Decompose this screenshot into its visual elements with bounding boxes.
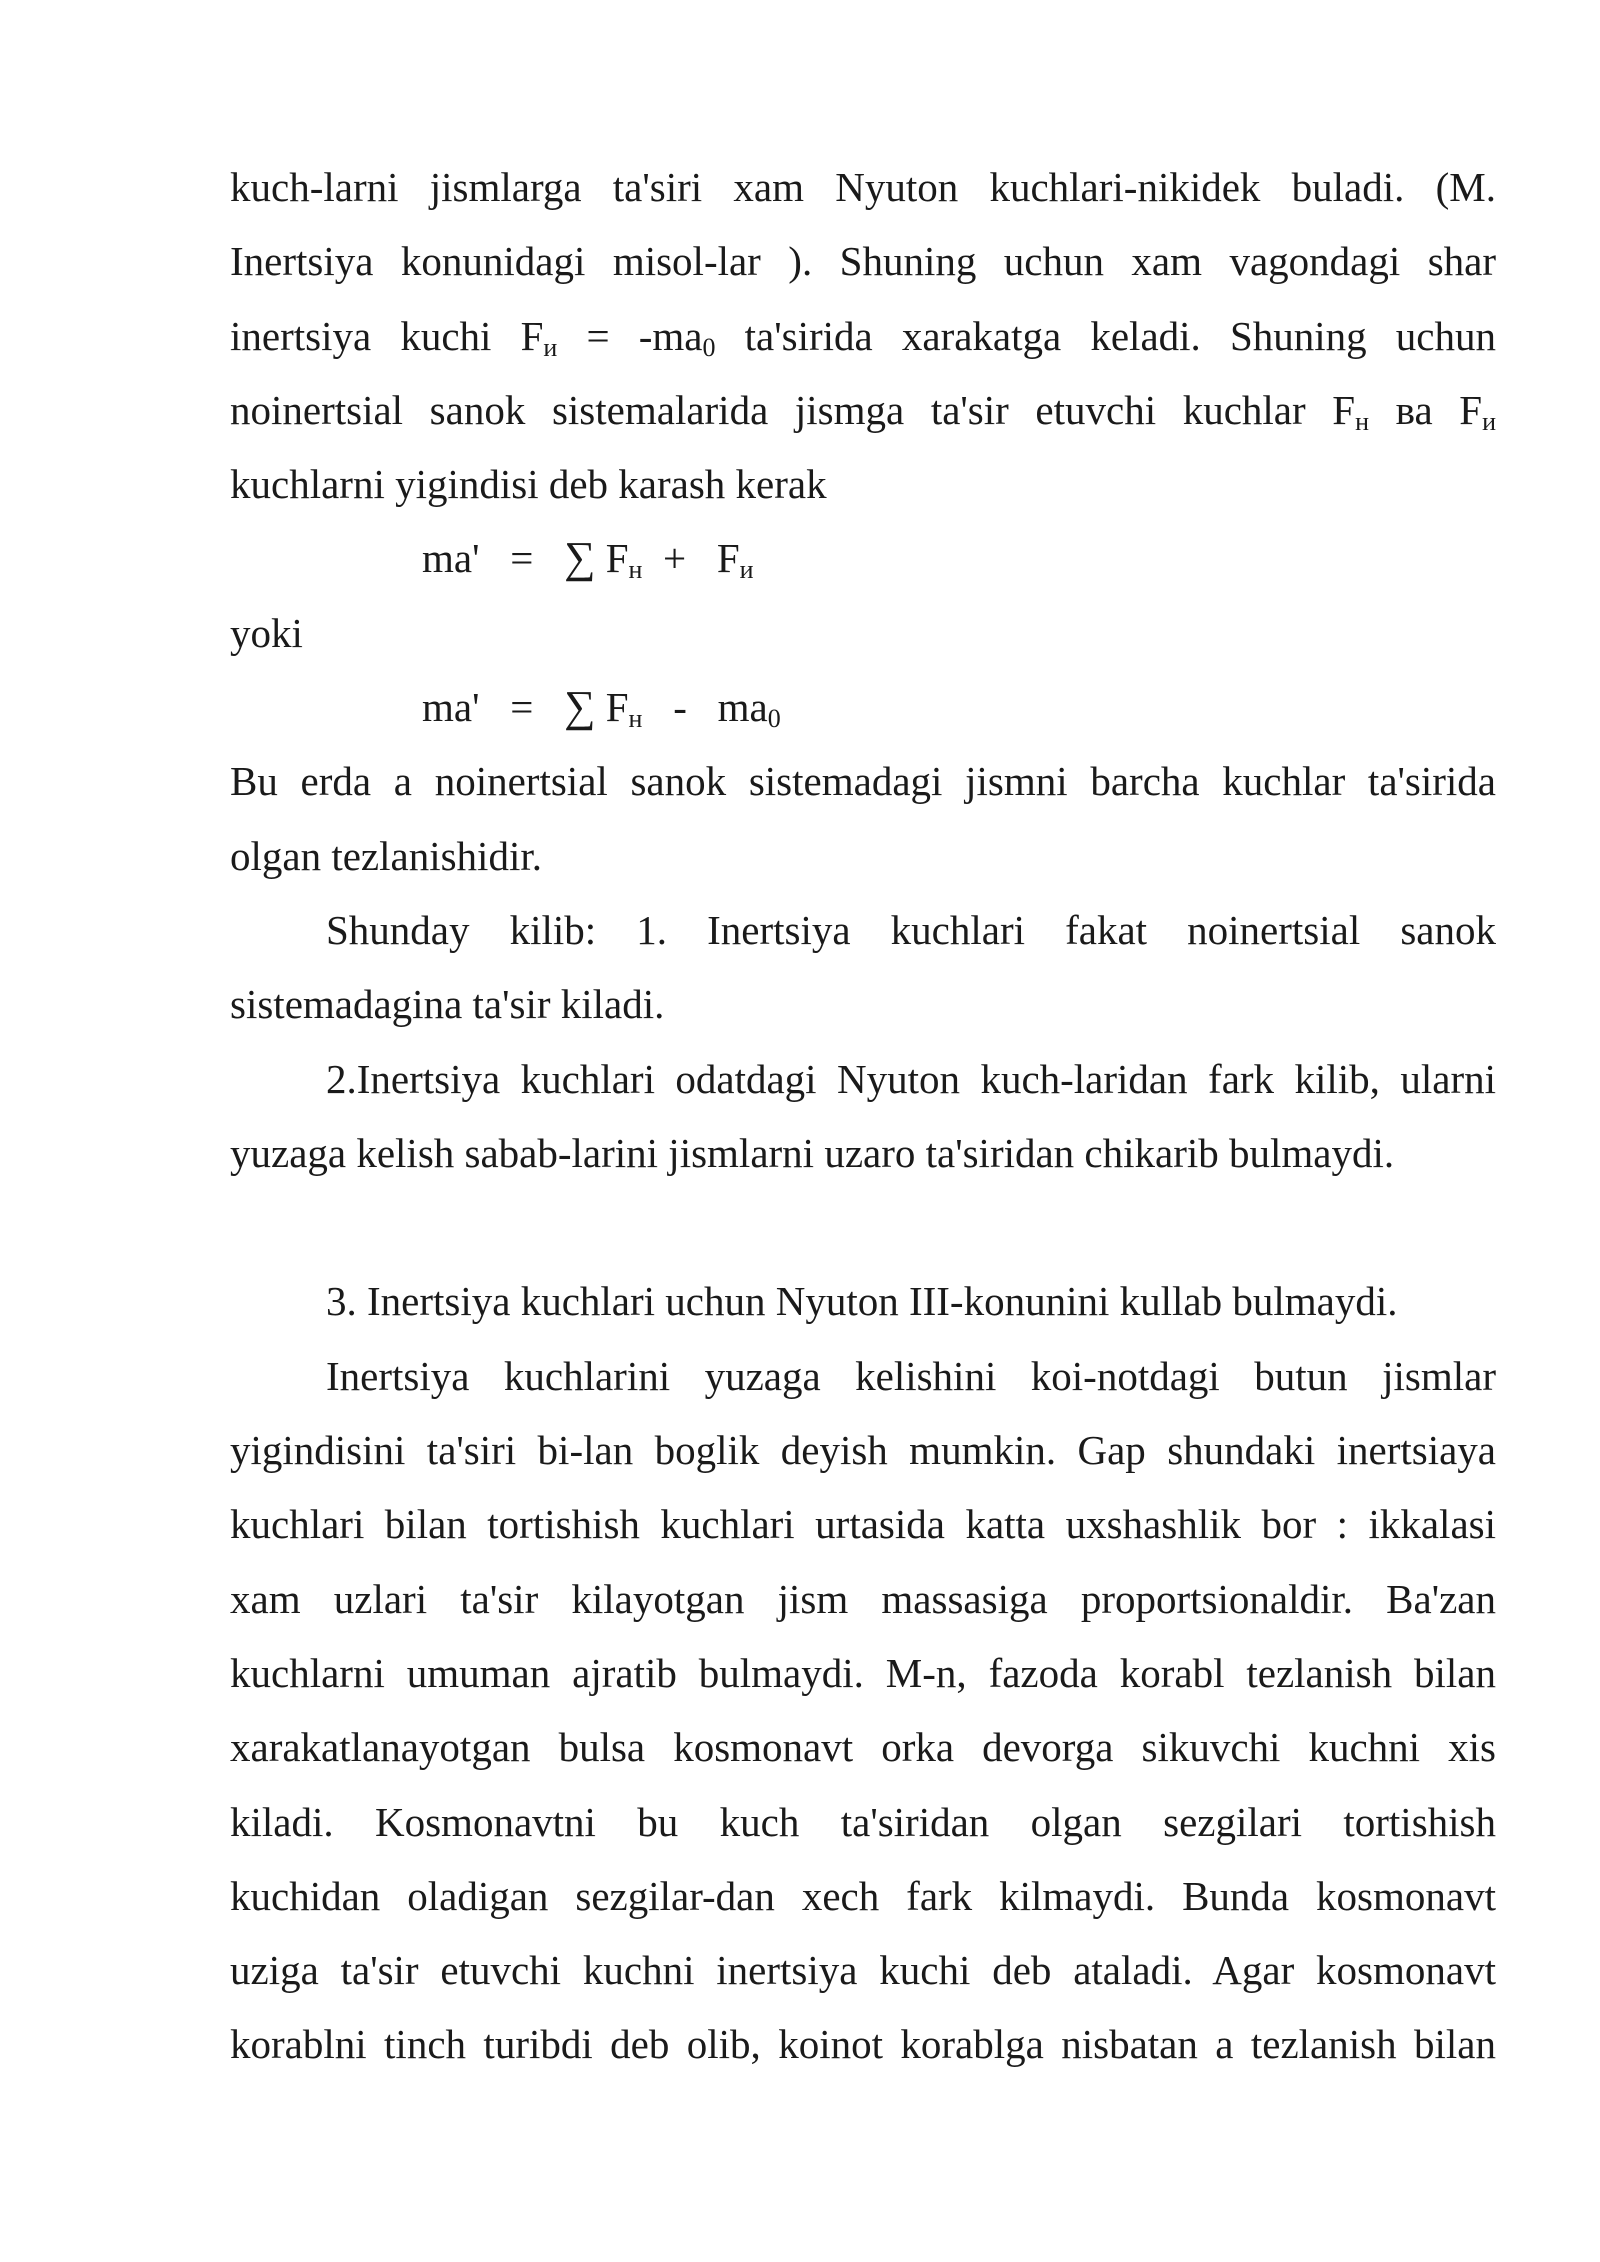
text-line: 3. Inertsiya kuchlari uchun Nyuton III-konunini kullab bulmaydi.: [326, 1278, 1398, 1325]
text-line: xam uzlari ta'sir kilayotgan jism massasiga proportsionaldir. Ba'zan: [230, 1575, 1496, 1622]
text-line: kuchlarni umuman ajratib bulmaydi. M-n, fazoda korabl tezlanish bilan: [230, 1649, 1496, 1696]
text-line: Bu erda a noinertsial sanok sistemadagi jismni barcha kuchlar ta'sirida: [230, 758, 1496, 805]
subscript: н: [628, 555, 643, 585]
text-line: [230, 373, 1496, 447]
formula-term: + F: [642, 535, 740, 582]
text-line: yuzaga kelish sabab-larini jismlarni uzaro ta'siridan chikarib bulmaydi.: [230, 1129, 1395, 1176]
text-fragment: = -ma: [557, 312, 703, 359]
subscript: и: [1482, 406, 1496, 436]
formula-lhs: ma' =: [422, 684, 565, 731]
text-line: 2.Inertsiya kuchlari odatdagi Nyuton kuch-laridan fark kilib, ularni: [326, 1055, 1496, 1102]
subscript: и: [543, 332, 558, 362]
formula-line: [230, 521, 1496, 595]
formula-lhs: ma' =: [422, 535, 565, 582]
text-line: korablni tinch turibdi deb olib, koinot korablga nisbatan a tezlanish bilan: [230, 2021, 1496, 2068]
text-line: Inertsiya kuchlarini yuzaga kelishini koi-notdagi butun jismlar: [326, 1352, 1496, 1399]
text-fragment: inertsiya kuchi F: [230, 312, 544, 359]
text-line: Inertsiya konunidagi misol-lar ). Shuning uchun xam vagondagi shar: [230, 238, 1496, 285]
formula-term: F: [595, 535, 629, 582]
text-line: Shunday kilib: 1. Inertsiya kuchlari fakat noinertsial sanok: [326, 906, 1496, 953]
document-body: [230, 150, 1496, 2082]
sigma-symbol: ∑: [564, 682, 596, 732]
text-line: kuchidan oladigan sezgilar-dan xech fark kilmaydi. Bunda kosmonavt: [230, 1872, 1496, 1919]
text-line: [230, 299, 1496, 373]
formula-line: [230, 670, 1496, 744]
text-line: yoki: [230, 609, 303, 656]
sigma-symbol: ∑: [564, 533, 596, 583]
formula-term: F: [595, 684, 629, 731]
text-fragment: ta'sirida xarakatga keladi. Shuning uchun: [715, 312, 1496, 359]
text-line: kiladi. Kosmonavtni bu kuch ta'siridan olgan sezgilari tortishish: [230, 1798, 1496, 1845]
text-line: yigindisini ta'siri bi-lan boglik deyish mumkin. Gap shundaki inertsiaya: [230, 1427, 1496, 1474]
text-line: xarakatlanayotgan bulsa kosmonavt orka devorga sikuvchi kuchni xis: [230, 1724, 1496, 1771]
blank-line: [230, 1190, 1496, 1264]
text-line: kuchlari bilan tortishish kuchlari urtasida katta uxshashlik bor : ikkalasi: [230, 1501, 1496, 1548]
text-fragment: ва F: [1369, 386, 1483, 433]
subscript: и: [739, 555, 754, 585]
formula-term: - ma: [642, 684, 768, 731]
subscript: 0: [767, 704, 781, 734]
text-line: olgan tezlanishidir.: [230, 832, 542, 879]
text-line: uziga ta'sir etuvchi kuchni inertsiya kuchi deb ataladi. Agar kosmonavt: [230, 1947, 1496, 1994]
subscript: 0: [702, 332, 716, 362]
text-line: sistemadagina ta'sir kiladi.: [230, 981, 665, 1028]
text-line: kuch-larni jismlarga ta'siri xam Nyuton kuchlari-nikidek buladi. (M.: [230, 164, 1496, 210]
subscript: н: [628, 704, 643, 734]
text-line: kuchlarni yigindisi deb karash kerak: [230, 461, 827, 508]
text-fragment: noinertsial sanok sistemalarida jismga ta'sir etuvchi kuchlar F: [230, 386, 1356, 433]
subscript: н: [1355, 406, 1370, 436]
